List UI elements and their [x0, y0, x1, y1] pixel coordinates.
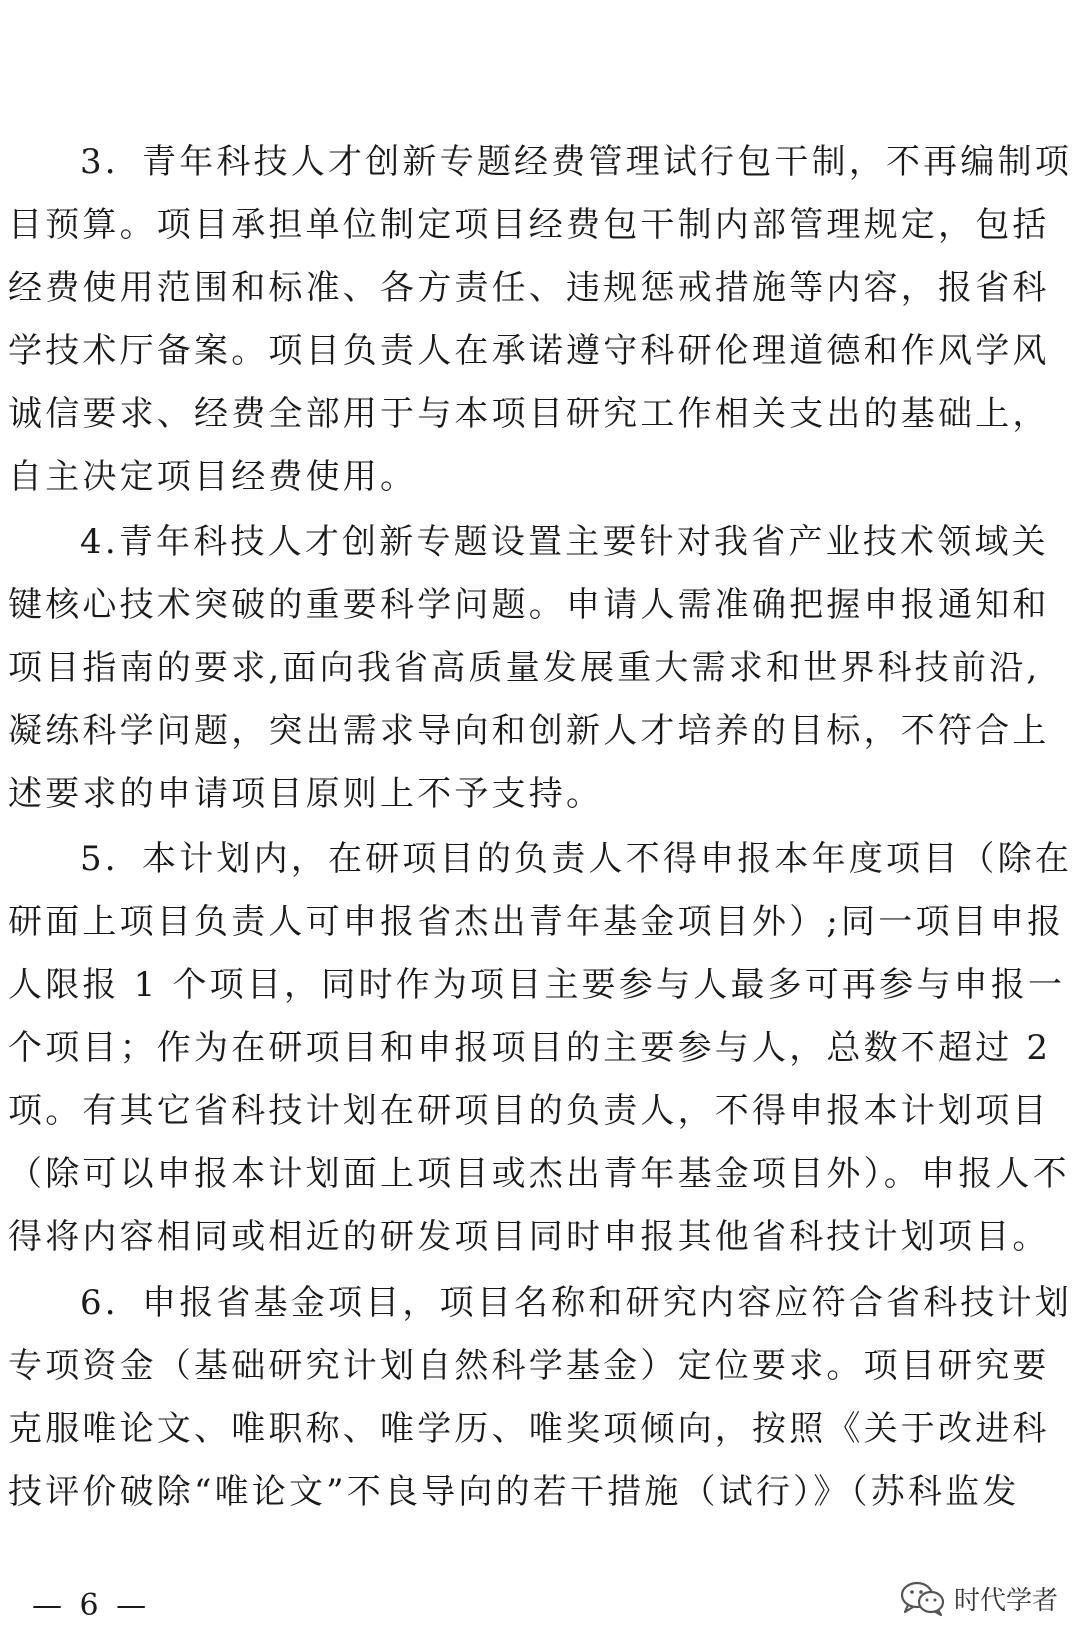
paragraph-5-line-3: 人限报 1 个项目，同时作为项目主要参与人最多可再参与申报一 — [8, 965, 1066, 1005]
paragraph-5-line-2: 研面上项目负责人可申报省杰出青年基金项目外）;同一项目申报 — [8, 902, 1065, 942]
wechat-watermark — [900, 1580, 1058, 1617]
paragraph-5-line-5: 项。有其它省科技计划在研项目的负责人，不得申报本计划项目 — [8, 1091, 1050, 1131]
paragraph-6-line-4: 技评价破除“唯论文”不良导向的若干措施（试行）》（苏科监发 — [8, 1472, 1020, 1512]
paragraph-4-line-1: 4.青年科技人才创新专题设置主要针对我省产业技术领域关 — [80, 522, 1049, 562]
paragraph-3-line-2: 目预算。项目承担单位制定项目经费包干制内部管理规定，包括 — [8, 205, 1050, 245]
paragraph-6-line-1: 6．申报省基金项目，项目名称和研究内容应符合省科技计划 — [80, 1283, 1073, 1323]
paragraph-3-line-4: 学技术厅备案。项目负责人在承诺遵守科研伦理道德和作风学风 — [8, 331, 1050, 371]
paragraph-6-line-3: 克服唯论文、唯职称、唯学历、唯奖项倾向，按照《关于改进科 — [8, 1409, 1050, 1449]
paragraph-4-line-2: 键核心技术突破的重要科学问题。申请人需准确把握申报通知和 — [8, 585, 1050, 625]
paragraph-4-line-5: 述要求的申请项目原则上不予支持。 — [8, 774, 604, 814]
paragraph-5-line-1: 5．本计划内，在研项目的负责人不得申报本年度项目（除在 — [80, 839, 1073, 879]
paragraph-3-line-5: 诚信要求、经费全部用于与本项目研究工作相关支出的基础上， — [8, 394, 1050, 434]
paragraph-3-line-3: 经费使用范围和标准、各方责任、违规惩戒措施等内容，报省科 — [8, 268, 1050, 308]
paragraph-3-line-6: 自主决定项目经费使用。 — [8, 457, 418, 497]
watermark-text: 时代学者 — [953, 1586, 1058, 1616]
paragraph-5-line-7: 得将内容相同或相近的研发项目同时申报其他省科技计划项目。 — [8, 1217, 1050, 1257]
page-number: — 6 — — [32, 1588, 151, 1623]
wechat-icon — [900, 1581, 946, 1617]
paragraph-6-line-2: 专项资金（基础研究计划自然科学基金）定位要求。项目研究要 — [8, 1346, 1050, 1386]
paragraph-4-line-4: 凝练科学问题，突出需求导向和创新人才培养的目标，不符合上 — [8, 711, 1050, 751]
paragraph-4-line-3: 项目指南的要求,面向我省高质量发展重大需求和世界科技前沿, — [8, 648, 1041, 688]
paragraph-5-line-6: （除可以申报本计划面上项目或杰出青年基金项目外）。申报人不 — [8, 1154, 1070, 1194]
paragraph-5-line-4: 个项目；作为在研项目和申报项目的主要参与人，总数不超过 2 — [8, 1028, 1052, 1068]
paragraph-3-line-1: 3．青年科技人才创新专题经费管理试行包干制，不再编制项 — [80, 142, 1073, 182]
